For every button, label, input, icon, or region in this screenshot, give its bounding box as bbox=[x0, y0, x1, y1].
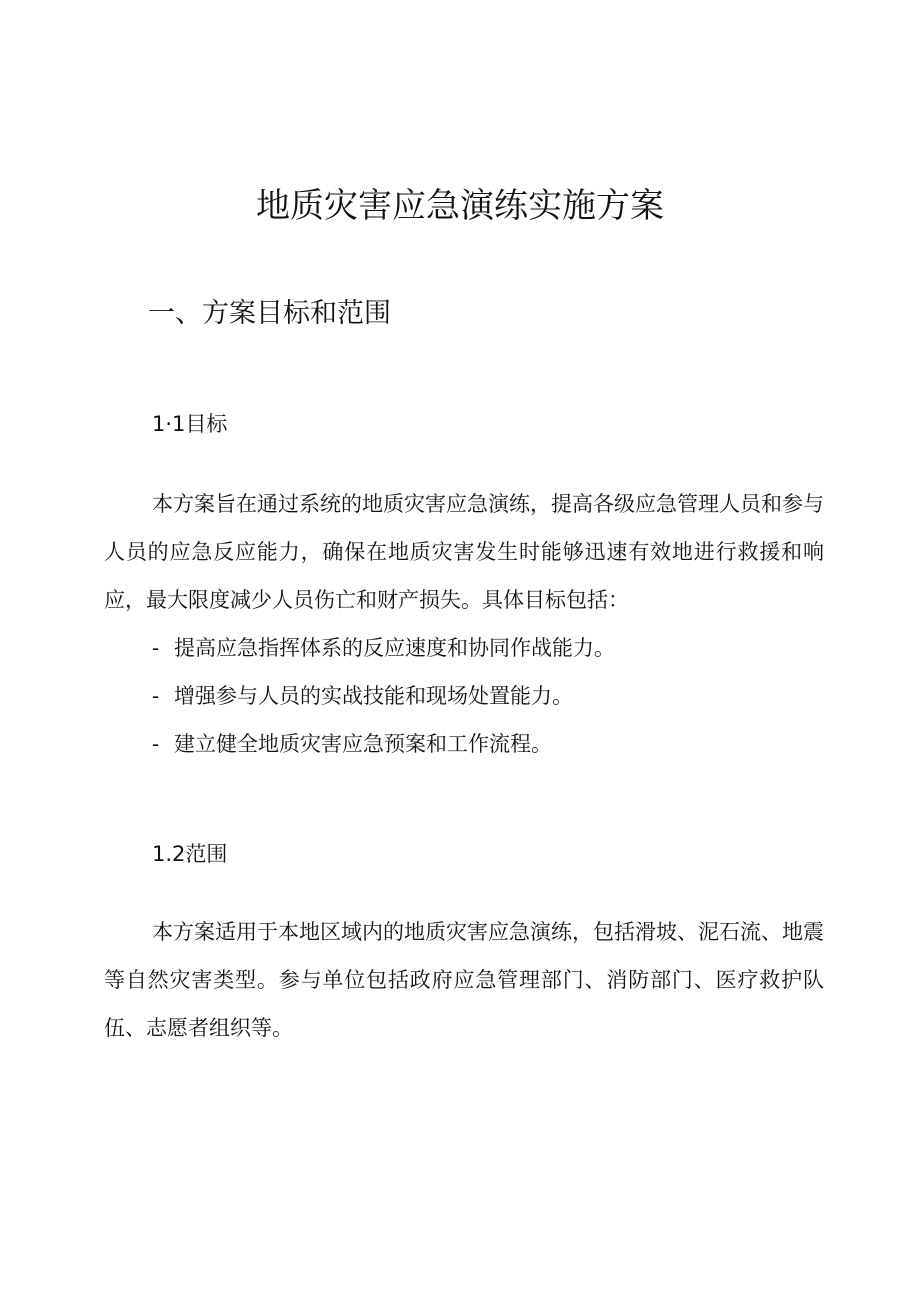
subsection-heading-goal: 1·1目标 bbox=[152, 412, 228, 436]
goal-bullet-list bbox=[152, 624, 615, 768]
section-heading-targets-and-scope: 一、方案目标和范围 bbox=[148, 298, 391, 329]
bullet-text: 提高应急指挥体系的反应速度和协同作战能力。 bbox=[174, 636, 615, 660]
bullet-text: 增强参与人员的实战技能和现场处置能力。 bbox=[174, 684, 573, 708]
goal-paragraph: 本方案旨在通过系统的地质灾害应急演练，提高各级应急管理人员和参与人员的应急反应能力，确保在地质灾害发生时能够迅速有效地进行救援和响应，最大限度减少人员伤亡和财产损失。具体目标包括： bbox=[104, 492, 824, 612]
bullet-marker: - bbox=[152, 684, 160, 708]
list-item bbox=[152, 624, 615, 672]
list-item bbox=[152, 720, 615, 768]
subsection-heading-scope: 1.2范围 bbox=[152, 842, 228, 866]
list-item bbox=[152, 672, 615, 720]
bullet-marker: - bbox=[152, 636, 160, 660]
document-title: 地质灾害应急演练实施方案 bbox=[256, 186, 664, 226]
scope-paragraph: 本方案适用于本地区域内的地质灾害应急演练，包括滑坡、泥石流、地震等自然灾害类型。参与单位包括政府应急管理部门、消防部门、医疗救护队伍、志愿者组织等。 bbox=[104, 920, 824, 1040]
bullet-text: 建立健全地质灾害应急预案和工作流程。 bbox=[174, 732, 552, 756]
bullet-marker: - bbox=[152, 732, 160, 756]
